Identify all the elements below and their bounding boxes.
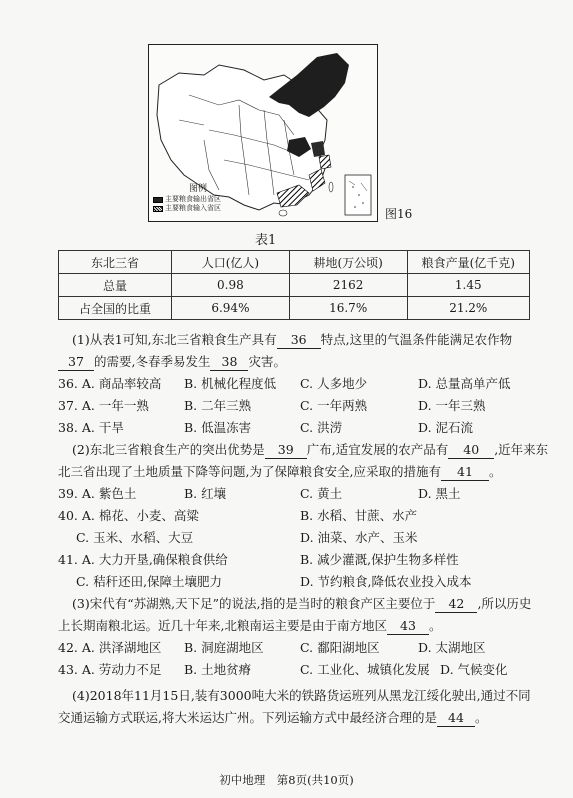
option-40-b[interactable]: B. 水稻、甘蔗、水产 bbox=[300, 508, 418, 523]
option-42-a[interactable]: 42. A. 洪泽湖地区 bbox=[58, 640, 162, 655]
answer-blank-37[interactable]: 37 bbox=[58, 354, 94, 371]
question-text: 上长期南粮北运。近几十年来,北粮南运主要是由于南方地区 bbox=[58, 618, 387, 633]
option-38-b[interactable]: B. 低温冻害 bbox=[184, 420, 252, 435]
figure-label: 图16 bbox=[385, 207, 413, 221]
taiwan-island bbox=[329, 182, 333, 192]
question-text: 。 bbox=[474, 710, 488, 725]
option-36-c[interactable]: C. 人多地少 bbox=[300, 376, 368, 391]
option-41-b[interactable]: B. 减少灌溉,保护生物多样性 bbox=[300, 552, 459, 567]
question-3-line-2 bbox=[58, 618, 442, 635]
legend-label: 主要粮食输入省区 bbox=[165, 204, 221, 212]
option-40-a[interactable]: 40. A. 棉花、小麦、高粱 bbox=[58, 508, 199, 523]
question-text: ,近年来东 bbox=[494, 442, 549, 457]
table-cell: 1.45 bbox=[407, 274, 529, 297]
data-table bbox=[58, 250, 530, 320]
option-43-b[interactable]: B. 土地贫瘠 bbox=[184, 662, 252, 677]
hatched-swatch-icon bbox=[153, 206, 163, 212]
table-cell: 占全国的比重 bbox=[59, 297, 172, 320]
table-cell: 21.2% bbox=[407, 297, 529, 320]
table-header-cell: 粮食产量(亿千克) bbox=[407, 251, 529, 274]
question-text: 。 bbox=[428, 618, 442, 633]
option-41-a[interactable]: 41. A. 大力开垦,确保粮食供给 bbox=[58, 552, 228, 567]
option-36-b[interactable]: B. 机械化程度低 bbox=[184, 376, 277, 391]
south-china-sea-inset bbox=[345, 175, 371, 215]
table-header-row bbox=[59, 251, 530, 274]
page-footer: 初中地理 第8页(共10页) bbox=[219, 773, 354, 787]
answer-blank-40[interactable]: 40 bbox=[448, 442, 494, 459]
answer-blank-43[interactable]: 43 bbox=[387, 618, 429, 635]
question-1-line-1 bbox=[72, 332, 512, 349]
option-36-d[interactable]: D. 总量高单产低 bbox=[418, 376, 511, 391]
table-row bbox=[59, 274, 530, 297]
table-row bbox=[59, 297, 530, 320]
question-text: (1)从表1可知,东北三省粮食生产具有 bbox=[72, 332, 277, 347]
table-cell: 16.7% bbox=[289, 297, 407, 320]
zhejiang-province bbox=[319, 155, 331, 169]
option-38-d[interactable]: D. 泥石流 bbox=[418, 420, 474, 435]
question-text: 特点,这里的气温条件能满足农作物 bbox=[320, 332, 513, 347]
legend-item-import bbox=[153, 204, 221, 213]
map-legend bbox=[153, 185, 221, 213]
option-39-c[interactable]: C. 黄土 bbox=[300, 486, 343, 501]
option-39-a[interactable]: 39. A. 紫色土 bbox=[58, 486, 137, 501]
question-4-line-1 bbox=[72, 688, 531, 704]
table-cell: 总量 bbox=[59, 274, 172, 297]
question-2-line-2 bbox=[58, 464, 501, 481]
hainan-island bbox=[279, 210, 287, 216]
option-37-b[interactable]: B. 二年三熟 bbox=[184, 398, 252, 413]
table-caption: 表1 bbox=[255, 233, 277, 248]
question-text: 交通运输方式联运,将大米运达广州。下列运输方式中最经济合理的是 bbox=[58, 710, 437, 725]
option-37-d[interactable]: D. 一年三熟 bbox=[418, 398, 486, 413]
option-43-c[interactable]: C. 工业化、城镇化发展 bbox=[300, 662, 430, 677]
question-text: 。 bbox=[488, 464, 502, 479]
legend-label: 主要粮食输出省区 bbox=[165, 195, 221, 203]
option-37-a[interactable]: 37. A. 一年一熟 bbox=[58, 398, 149, 413]
question-text: (2)东北三省粮食生产的突出优势是 bbox=[72, 442, 265, 457]
question-text: 的需要,冬春季易发生 bbox=[94, 354, 211, 369]
option-43-a[interactable]: 43. A. 劳动力不足 bbox=[58, 662, 162, 677]
legend-title: 图例 bbox=[188, 184, 207, 194]
question-text: 广布,适宜发展的农产品有 bbox=[306, 442, 449, 457]
answer-blank-41[interactable]: 41 bbox=[441, 464, 489, 481]
table-header-cell: 东北三省 bbox=[59, 251, 172, 274]
option-37-c[interactable]: C. 一年两熟 bbox=[300, 398, 368, 413]
option-41-c[interactable]: C. 秸秆还田,保障土壤肥力 bbox=[76, 574, 223, 589]
option-42-c[interactable]: C. 鄱阳湖地区 bbox=[300, 640, 380, 655]
option-38-c[interactable]: C. 洪涝 bbox=[300, 420, 343, 435]
question-text: 灾害。 bbox=[248, 354, 286, 369]
table-cell: 2162 bbox=[289, 274, 407, 297]
answer-blank-38[interactable]: 38 bbox=[210, 354, 248, 371]
option-36-a[interactable]: 36. A. 商品率较高 bbox=[58, 376, 162, 391]
table-header-cell: 人口(亿人) bbox=[172, 251, 290, 274]
option-38-a[interactable]: 38. A. 干旱 bbox=[58, 420, 124, 435]
question-text: (4)2018年11月15日,装有3000吨大米的铁路货运班列从黑龙江绥化驶出,通过不同 bbox=[72, 688, 531, 703]
answer-blank-44[interactable]: 44 bbox=[437, 710, 475, 727]
option-39-b[interactable]: B. 红壤 bbox=[184, 486, 227, 501]
answer-blank-39[interactable]: 39 bbox=[265, 442, 307, 459]
table-header-cell: 耕地(万公顷) bbox=[289, 251, 407, 274]
option-40-d[interactable]: D. 油菜、水产、玉米 bbox=[300, 530, 418, 545]
option-42-d[interactable]: D. 太湖地区 bbox=[418, 640, 486, 655]
question-2-line-1 bbox=[72, 442, 548, 459]
legend-item-export bbox=[153, 195, 221, 204]
china-map-figure bbox=[148, 44, 378, 222]
question-text: 北三省出现了土地质量下降等问题,为了保障粮食安全,应采取的措施有 bbox=[58, 464, 441, 479]
option-42-b[interactable]: B. 洞庭湖地区 bbox=[184, 640, 264, 655]
solid-dark-swatch-icon bbox=[153, 197, 163, 203]
option-43-d[interactable]: D. 气候变化 bbox=[440, 662, 508, 677]
question-4-line-2 bbox=[58, 710, 488, 727]
question-text: ,所以历史 bbox=[477, 596, 532, 611]
option-41-d[interactable]: D. 节约粮食,降低农业投入成本 bbox=[300, 574, 472, 589]
answer-blank-42[interactable]: 42 bbox=[435, 596, 477, 613]
answer-blank-36[interactable]: 36 bbox=[277, 332, 321, 349]
option-39-d[interactable]: D. 黑土 bbox=[418, 486, 461, 501]
question-3-line-1 bbox=[72, 596, 531, 613]
question-text: (3)宋代有“苏湖熟,天下足”的说法,指的是当时的粮食产区主要位于 bbox=[72, 596, 436, 611]
option-40-c[interactable]: C. 玉米、水稻、大豆 bbox=[76, 530, 194, 545]
table-cell: 6.94% bbox=[172, 297, 290, 320]
question-1-line-2 bbox=[58, 354, 286, 371]
table-cell: 0.98 bbox=[172, 274, 290, 297]
